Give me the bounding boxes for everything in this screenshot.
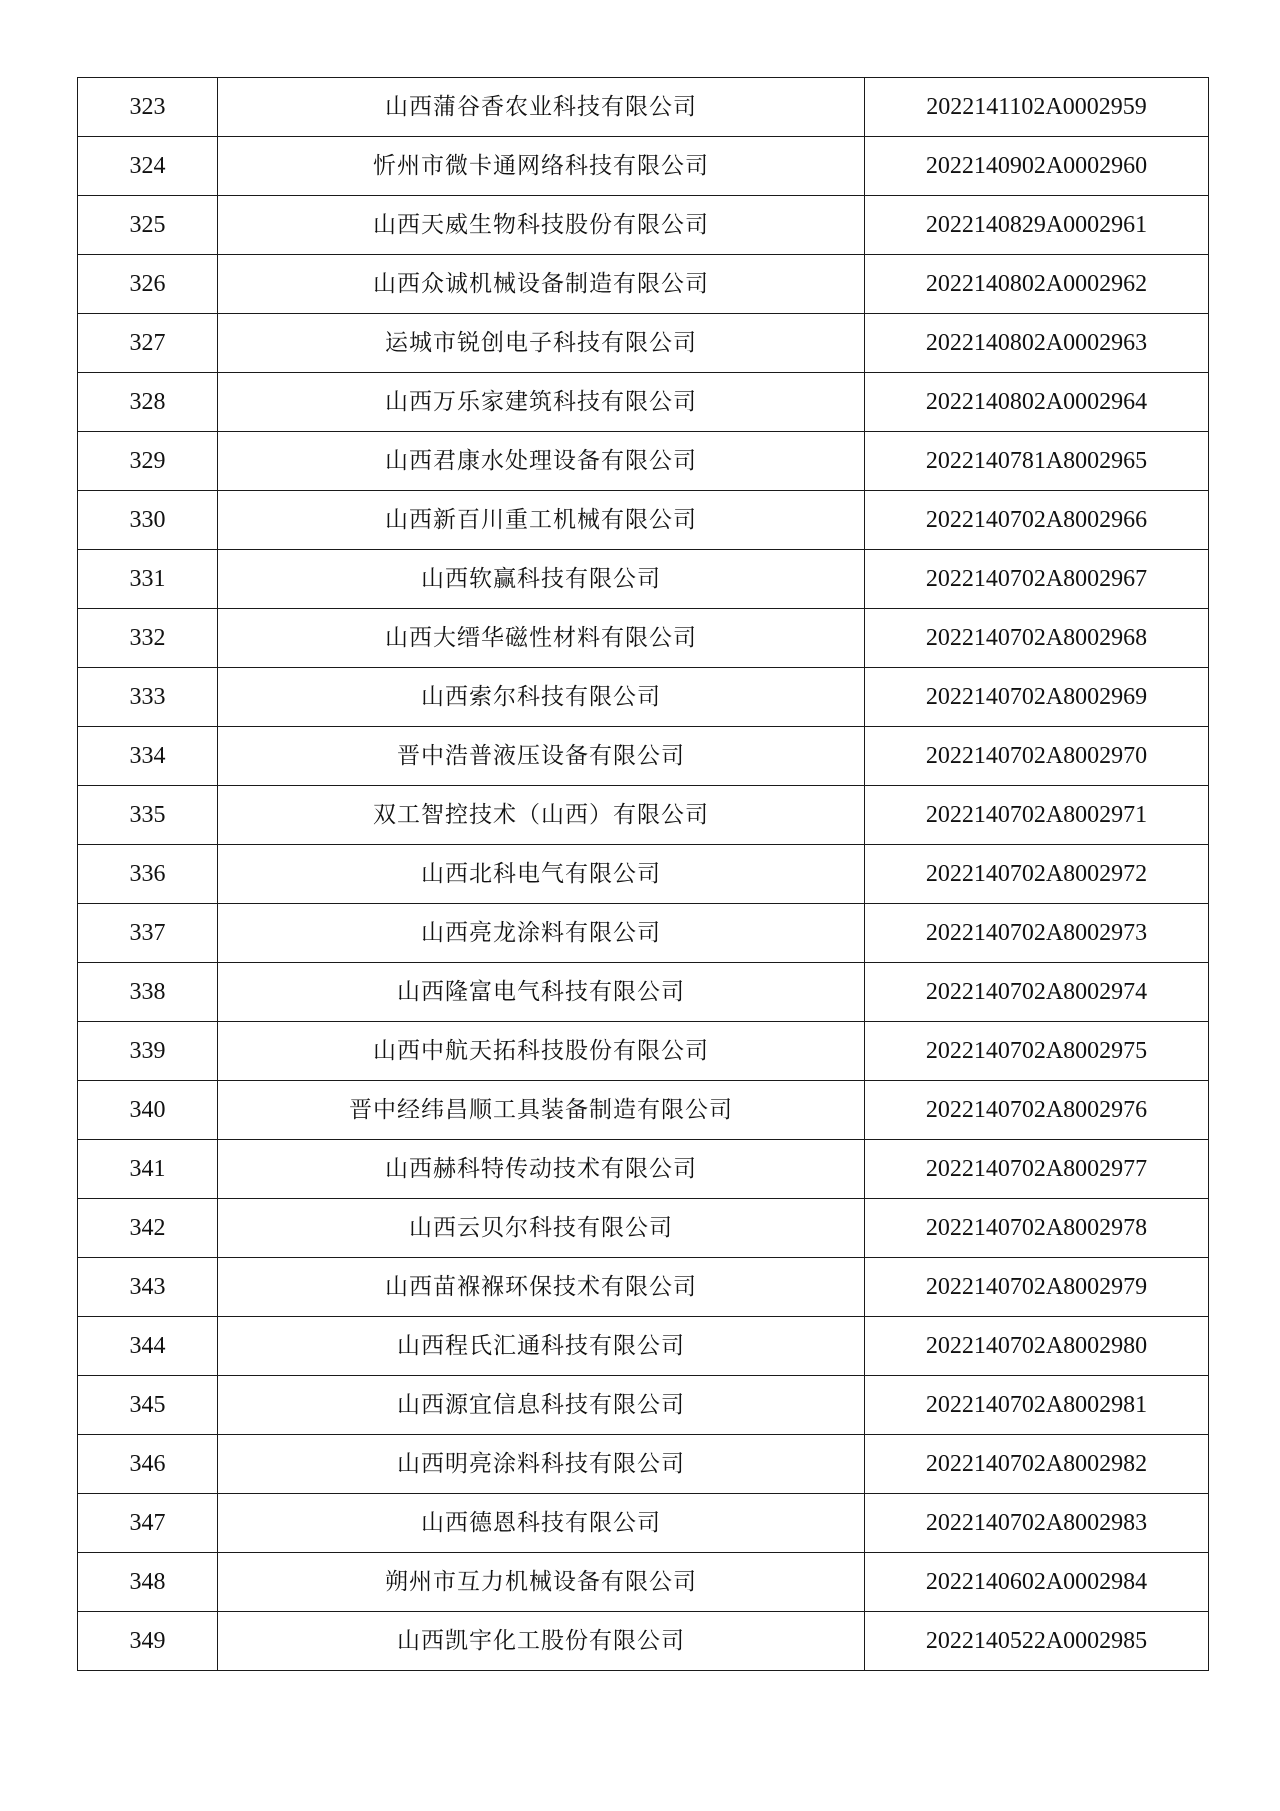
table-row: [78, 373, 1209, 432]
table-row: [78, 727, 1209, 786]
table-row: [78, 1317, 1209, 1376]
table-row: [78, 1553, 1209, 1612]
table-row: [78, 432, 1209, 491]
row-number-cell: 347: [78, 1494, 218, 1553]
company-name-cell: 山西万乐家建筑科技有限公司: [218, 373, 865, 432]
row-number-cell: 336: [78, 845, 218, 904]
row-number-cell: 346: [78, 1435, 218, 1494]
registration-code-cell: 2022140781A8002965: [865, 432, 1209, 491]
row-number-cell: 349: [78, 1612, 218, 1671]
company-name-cell: 山西亮龙涂料有限公司: [218, 904, 865, 963]
registration-code-cell: 2022140802A0002962: [865, 255, 1209, 314]
table-row: [78, 786, 1209, 845]
registration-code-cell: 2022140522A0002985: [865, 1612, 1209, 1671]
row-number-cell: 337: [78, 904, 218, 963]
company-name-cell: 山西索尔科技有限公司: [218, 668, 865, 727]
table-row: [78, 1199, 1209, 1258]
registration-code-cell: 2022140702A8002972: [865, 845, 1209, 904]
table-row: [78, 550, 1209, 609]
row-number-cell: 340: [78, 1081, 218, 1140]
row-number-cell: 335: [78, 786, 218, 845]
table-row: [78, 255, 1209, 314]
company-name-cell: 运城市锐创电子科技有限公司: [218, 314, 865, 373]
row-number-cell: 328: [78, 373, 218, 432]
registration-code-cell: 2022140702A8002969: [865, 668, 1209, 727]
table-row: [78, 196, 1209, 255]
row-number-cell: 323: [78, 78, 218, 137]
registration-code-cell: 2022140829A0002961: [865, 196, 1209, 255]
company-name-cell: 晋中浩普液压设备有限公司: [218, 727, 865, 786]
row-number-cell: 331: [78, 550, 218, 609]
registration-code-cell: 2022140702A8002980: [865, 1317, 1209, 1376]
registration-code-cell: 2022140702A8002968: [865, 609, 1209, 668]
company-name-cell: 双工智控技术（山西）有限公司: [218, 786, 865, 845]
registration-code-cell: 2022140702A8002974: [865, 963, 1209, 1022]
company-name-cell: 山西大缙华磁性材料有限公司: [218, 609, 865, 668]
table-body: [78, 78, 1209, 1671]
row-number-cell: 327: [78, 314, 218, 373]
company-name-cell: 山西中航天拓科技股份有限公司: [218, 1022, 865, 1081]
company-name-cell: 山西北科电气有限公司: [218, 845, 865, 904]
row-number-cell: 341: [78, 1140, 218, 1199]
table-row: [78, 78, 1209, 137]
company-name-cell: 忻州市微卡通网络科技有限公司: [218, 137, 865, 196]
registration-code-cell: 2022140902A0002960: [865, 137, 1209, 196]
company-name-cell: 山西云贝尔科技有限公司: [218, 1199, 865, 1258]
registration-code-cell: 2022140702A8002975: [865, 1022, 1209, 1081]
table-row: [78, 904, 1209, 963]
row-number-cell: 343: [78, 1258, 218, 1317]
table-row: [78, 668, 1209, 727]
company-name-cell: 山西德恩科技有限公司: [218, 1494, 865, 1553]
table-row: [78, 1140, 1209, 1199]
registration-code-cell: 2022140802A0002964: [865, 373, 1209, 432]
registration-code-cell: 2022140702A8002978: [865, 1199, 1209, 1258]
row-number-cell: 338: [78, 963, 218, 1022]
table-row: [78, 137, 1209, 196]
company-name-cell: 山西源宜信息科技有限公司: [218, 1376, 865, 1435]
registration-code-cell: 2022140702A8002976: [865, 1081, 1209, 1140]
company-list-table: [77, 77, 1209, 1671]
row-number-cell: 339: [78, 1022, 218, 1081]
row-number-cell: 326: [78, 255, 218, 314]
row-number-cell: 330: [78, 491, 218, 550]
row-number-cell: 348: [78, 1553, 218, 1612]
table-row: [78, 1258, 1209, 1317]
table-row: [78, 1494, 1209, 1553]
registration-code-cell: 2022140702A8002966: [865, 491, 1209, 550]
company-name-cell: 山西程氏汇通科技有限公司: [218, 1317, 865, 1376]
table-row: [78, 1081, 1209, 1140]
registration-code-cell: 2022140702A8002979: [865, 1258, 1209, 1317]
company-name-cell: 山西凯宇化工股份有限公司: [218, 1612, 865, 1671]
registration-code-cell: 2022140702A8002970: [865, 727, 1209, 786]
registration-code-cell: 2022140702A8002967: [865, 550, 1209, 609]
row-number-cell: 332: [78, 609, 218, 668]
table-row: [78, 314, 1209, 373]
row-number-cell: 345: [78, 1376, 218, 1435]
table-row: [78, 609, 1209, 668]
table-row: [78, 963, 1209, 1022]
row-number-cell: 342: [78, 1199, 218, 1258]
table-row: [78, 1022, 1209, 1081]
row-number-cell: 325: [78, 196, 218, 255]
registration-code-cell: 2022140702A8002982: [865, 1435, 1209, 1494]
company-name-cell: 山西隆富电气科技有限公司: [218, 963, 865, 1022]
registration-code-cell: 2022140702A8002977: [865, 1140, 1209, 1199]
company-name-cell: 山西新百川重工机械有限公司: [218, 491, 865, 550]
row-number-cell: 329: [78, 432, 218, 491]
row-number-cell: 334: [78, 727, 218, 786]
table-row: [78, 845, 1209, 904]
company-name-cell: 山西天威生物科技股份有限公司: [218, 196, 865, 255]
company-name-cell: 山西明亮涂料科技有限公司: [218, 1435, 865, 1494]
table-row: [78, 1435, 1209, 1494]
registration-code-cell: 2022140802A0002963: [865, 314, 1209, 373]
company-name-cell: 山西蒲谷香农业科技有限公司: [218, 78, 865, 137]
company-name-cell: 山西赫科特传动技术有限公司: [218, 1140, 865, 1199]
row-number-cell: 333: [78, 668, 218, 727]
table-row: [78, 1612, 1209, 1671]
registration-code-cell: 2022140602A0002984: [865, 1553, 1209, 1612]
row-number-cell: 344: [78, 1317, 218, 1376]
registration-code-cell: 2022140702A8002971: [865, 786, 1209, 845]
registration-code-cell: 2022140702A8002973: [865, 904, 1209, 963]
registration-code-cell: 2022141102A0002959: [865, 78, 1209, 137]
table-row: [78, 491, 1209, 550]
company-name-cell: 山西软赢科技有限公司: [218, 550, 865, 609]
company-name-cell: 山西苗褓褓环保技术有限公司: [218, 1258, 865, 1317]
registration-code-cell: 2022140702A8002981: [865, 1376, 1209, 1435]
table-row: [78, 1376, 1209, 1435]
company-name-cell: 山西君康水处理设备有限公司: [218, 432, 865, 491]
company-name-cell: 山西众诚机械设备制造有限公司: [218, 255, 865, 314]
row-number-cell: 324: [78, 137, 218, 196]
company-name-cell: 朔州市互力机械设备有限公司: [218, 1553, 865, 1612]
registration-code-cell: 2022140702A8002983: [865, 1494, 1209, 1553]
company-name-cell: 晋中经纬昌顺工具装备制造有限公司: [218, 1081, 865, 1140]
